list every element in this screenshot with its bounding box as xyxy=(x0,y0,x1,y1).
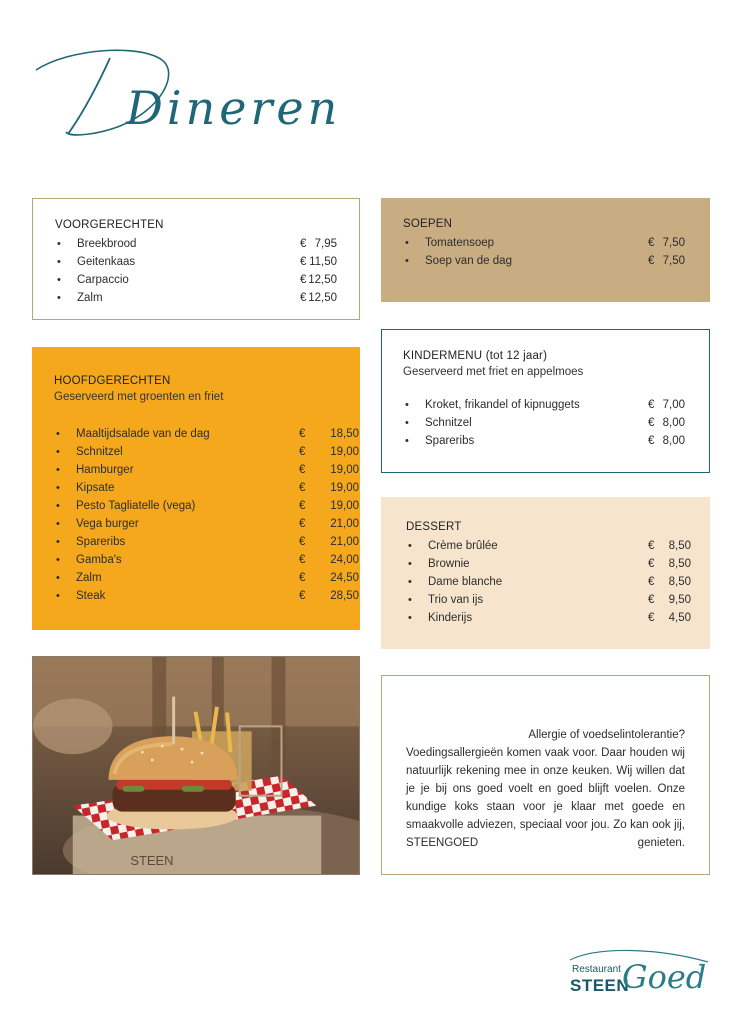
menu-item: • Kipsate € 19,00 xyxy=(54,479,340,497)
menu-item: • Pesto Tagliatelle (vega) € 19,00 xyxy=(54,497,340,515)
menu-item: • Schnitzel € 19,00 xyxy=(54,443,340,461)
menu-item: • Vega burger € 21,00 xyxy=(54,515,340,533)
menu-item: • Spareribs € 21,00 xyxy=(54,533,340,551)
menu-item: • Geitenkaas € 11,50 xyxy=(55,253,339,271)
menu-item: • Steak € 28,50 xyxy=(54,587,340,605)
hoofdgerechten-heading: HOOFDGERECHTEN xyxy=(54,375,171,387)
kindermenu-heading: KINDERMENU (tot 12 jaar) xyxy=(403,350,548,362)
menu-item: • Brownie € 8,50 xyxy=(406,555,690,573)
page-title xyxy=(30,30,350,150)
menu-item: • Carpaccio € 12,50 xyxy=(55,271,339,289)
kindermenu-list xyxy=(403,396,689,450)
soepen-heading: SOEPEN xyxy=(403,218,453,230)
dessert-list xyxy=(406,537,690,627)
menu-item: • Hamburger € 19,00 xyxy=(54,461,340,479)
menu-item: • Breekbrood € 7,95 xyxy=(55,235,339,253)
menu-item: • Tomatensoep € 7,50 xyxy=(403,234,690,252)
menu-item: • Schnitzel € 8,00 xyxy=(403,414,689,432)
logo-restaurant: Restaurant xyxy=(572,964,621,975)
menu-item: • Maaltijdsalade van de dag € 18,50 xyxy=(54,425,340,443)
allergy-question: Allergie of voedselintolerantie? xyxy=(528,729,685,741)
menu-item: • Kinderijs € 4,50 xyxy=(406,609,690,627)
logo-goed: Goed xyxy=(622,958,707,996)
menu-item: • Kroket, frikandel of kipnuggets € 7,00 xyxy=(403,396,689,414)
allergy-notice xyxy=(381,675,710,875)
dessert-section xyxy=(381,497,710,649)
menu-item: • Dame blanche € 8,50 xyxy=(406,573,690,591)
menu-item: • Trio van ijs € 9,50 xyxy=(406,591,690,609)
hoofdgerechten-subtitle: Geserveerd met groenten en friet xyxy=(54,391,224,403)
page-title-text: Dineren xyxy=(126,81,342,135)
board-text: STEEN xyxy=(130,853,174,869)
restaurant-logo xyxy=(568,946,718,1008)
menu-item: • Spareribs € 8,00 xyxy=(403,432,689,450)
soepen-section xyxy=(381,198,710,302)
dessert-heading: DESSERT xyxy=(406,521,462,533)
menu-item: • Soep van de dag € 7,50 xyxy=(403,252,690,270)
voorgerechten-section xyxy=(32,198,360,320)
menu-item: • Crème brûlée € 8,50 xyxy=(406,537,690,555)
hoofdgerechten-list xyxy=(54,425,359,605)
menu-item: • Gamba's € 24,00 xyxy=(54,551,340,569)
menu-item: • Zalm € 24,50 xyxy=(54,569,340,587)
hoofdgerechten-section xyxy=(32,347,360,630)
kindermenu-section xyxy=(381,329,710,473)
logo-steen: STEEN xyxy=(570,976,630,995)
kindermenu-subtitle: Geserveerd met friet en appelmoes xyxy=(403,366,584,378)
burger-photo xyxy=(32,656,360,875)
voorgerechten-heading: VOORGERECHTEN xyxy=(55,219,164,231)
voorgerechten-list xyxy=(55,235,339,307)
menu-item: • Zalm € 12,50 xyxy=(55,289,339,307)
allergy-body: Voedingsallergieën komen vaak voor. Daar houden wij natuurlijk rekening mee in onze keuken. Wij willen dat je je bij ons goed voelt en goed blijft voelen. Onze kundige koks staan voor je klaar met goede en smaakvolle adviezen, speciaal voor jou. Zo kan ook jij, STEENGOED genieten. xyxy=(406,747,685,849)
soepen-list xyxy=(403,234,690,270)
